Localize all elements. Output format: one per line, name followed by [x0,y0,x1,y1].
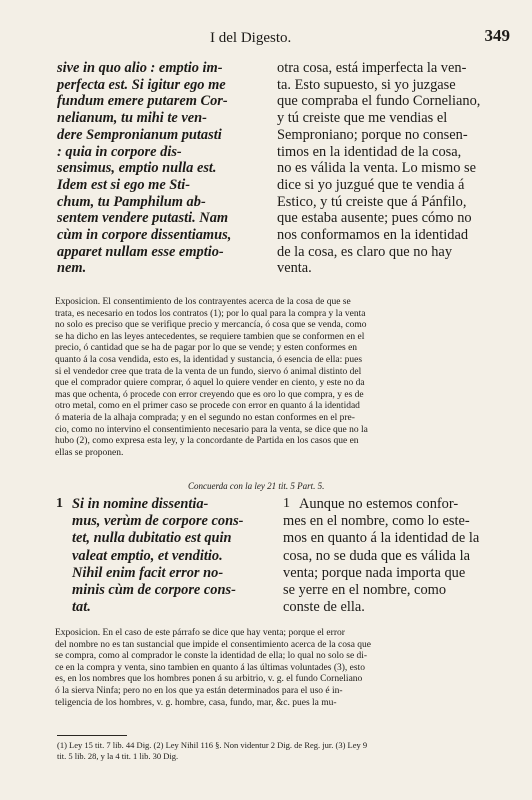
text-line: se ha dicho en las leyes antecedentes, se requiere tambien que se conformen en el [55,331,365,342]
text-line: otro metal, como en el primer caso se procede con error en quanto á la identidad [55,401,360,412]
text-line: cio, como no intervino el consentimiento necesario para la venta, se dice que no la [55,424,368,435]
text-line: Nihil enim facit error no- [72,564,224,581]
text-line: precio, ó cantidad que se ha de pagar por lo que se vende; y esten conformes en [55,343,358,354]
text-line: mas que ochenta, ó procede con error creyendo que es oro lo que compra, y es de [55,389,364,400]
concordance-note: Concuerda con la ley 21 tit. 5 Part. 5. [188,481,325,491]
text-line: minis cùm de corpore cons- [72,582,236,599]
running-title: I del Digesto. [210,30,292,46]
page-header [0,26,532,52]
text-line: ta. Esto supuesto, si yo juzgase [277,76,456,93]
latin-text-section-1 [72,496,243,616]
text-line: conste de ella. [283,599,365,616]
page-number: 349 [484,26,510,45]
text-line: trata, es necesario en todos los contratos (1); por lo qual para la compra y la venta [55,308,366,319]
text-line: si el vendedor cree que trata de la venta de un fundo, siervo ó animal distinto del [55,366,362,377]
text-line: ce en la compra y venta, sino tambien en quanto á las últimas voluntades (3), esto [55,662,365,673]
latin-text-top [57,60,269,277]
text-line: timos en la identidad de la cosa, [277,143,462,160]
section-number-latin: 1 [56,496,63,511]
text-line: Semproniano; porque no consen- [277,126,468,143]
text-line: : quia in corpore dis- [57,143,182,160]
text-line: que el comprador quiere comprar, ó aquel lo quiere vender en ciento, y este no da [55,378,365,389]
text-line: ellas se proponen. [55,447,124,458]
footnote-line: (1) Ley 15 tit. 7 lib. 44 Dig. (2) Ley Nihil 116 §. Non videntur 2 Dig. de Reg. jur. (3) Ley 9 [57,740,368,750]
text-line: que estaba ausente; pues cómo no [277,210,472,227]
text-line: quanto á la cosa vendida, esto es, la identidad y sustancia, ó esencia de ella: pues [55,354,363,365]
text-line: Exposicion. En el caso de este párrafo se dice que hay venta; porque el error [55,628,345,638]
text-line: Aunque no estemos confor- [299,496,459,512]
text-line: valeat emptio, et venditio. [72,547,223,564]
text-line: Estico, y tú creiste que á Pánfilo, [277,193,467,210]
text-line: venta; porque nada importa que [283,564,466,581]
text-line: del nombre no es tan sustancial que impide el consentimiento acerca de la cosa que [55,639,372,650]
text-line: es, en los nombres que los hombres ponen á su arbitrio, v. g. el fundo Corneliano [55,674,363,685]
text-line: mes en el nombre, como lo este- [283,513,470,530]
text-line: nem. [57,260,87,277]
text-line: apparet nullam esse emptio- [57,243,224,260]
text-line: no solo es preciso que se verifique precio y mercancía, ó cosa que se venda, como [55,320,367,331]
section-number-spanish: 1 [283,496,290,511]
text-line: tat. [72,599,91,616]
text-line: y tú creiste que me vendias el [277,110,448,127]
text-line: dice si yo juzgué que te vendia á [277,176,465,193]
text-line: sentem vendere putasti. Nam [57,210,229,227]
text-line: nos conformamos en la identidad [277,227,469,244]
footnotes [57,740,507,762]
text-line: sive in quo alio : emptio im- [57,60,223,76]
text-line: cosa, no se duda que es válida la [283,547,471,564]
text-line: cùm in corpore dissentiamus, [57,227,232,244]
text-line: ó la sierva Ninfa; pero no en los que ya están determinados para el uso é in- [55,685,343,696]
text-line: otra cosa, está imperfecta la ven- [277,60,467,76]
text-line: sensimus, emptio nulla est. [57,160,217,177]
text-line: no es válida la venta. Lo mismo se [277,160,477,177]
text-line: teligencia de los hombres, v. g. hombre, casa, fundo, mar, &c. pues la mu- [55,697,337,708]
footnote-line: tit. 5 lib. 28, y la 4 tit. 1 lib. 30 Dig. [57,751,179,761]
text-line: Exposicion. El consentimiento de los contrayentes acerca de la cosa de que se [55,297,351,307]
text-line: que compraba el fundo Corneliano, [277,93,481,110]
text-line: de la cosa, es claro que no hay [277,243,453,260]
text-line: Idem est si ego me Sti- [57,176,191,193]
text-line: perfecta est. Si igitur ego me [57,76,226,93]
text-line: nelianum, tu mihi te ven- [57,110,207,127]
text-line: mos en quanto á la identidad de la [283,530,480,547]
footnote-divider [57,735,127,736]
exposicion-commentary-2 [55,628,510,709]
text-line: dere Sempronianum putasti [57,126,222,143]
text-line: mus, verùm de corpore cons- [72,513,244,530]
text-line: chum, tu Pamphilum ab- [57,193,206,210]
text-line: fundum emere putarem Cor- [57,93,228,110]
text-line: venta. [277,260,312,277]
text-line: se yerre en el nombre, como [283,582,447,599]
text-line: Si in nomine dissentia- [72,496,209,512]
text-line: tet, nulla dubitatio est quin [72,530,232,547]
text-line: se compra, como al comprador le conste la identidad de ella; lo qual no solo se di- [55,651,368,662]
spanish-text-section-1 [283,496,479,616]
text-line: ó materia de la alhaja comprada; y en el segundo no estan conformes en el pre- [55,412,355,423]
spanish-text-top [277,60,505,277]
text-line: hubo (2), como expresa esta ley, y la concordante de Partida en los casos que en [55,436,359,447]
exposicion-commentary-1 [55,297,510,459]
